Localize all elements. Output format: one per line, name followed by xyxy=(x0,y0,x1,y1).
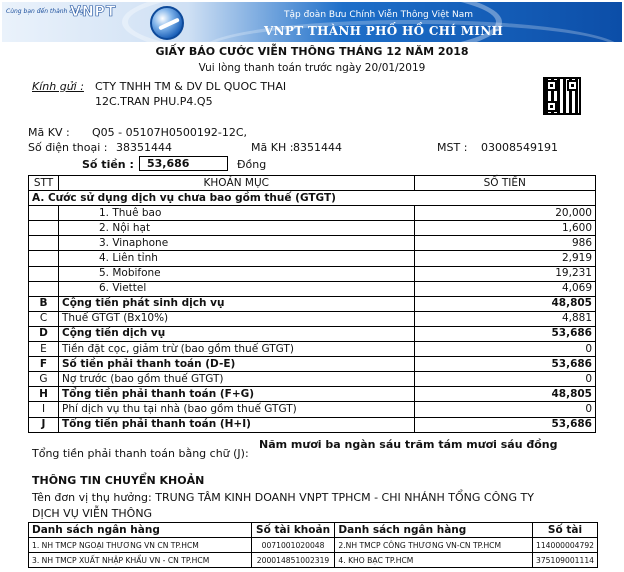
bank-list-header: Danh sách ngân hàng xyxy=(335,523,533,538)
service-amount: 2,919 xyxy=(414,251,595,266)
bank-header-row xyxy=(29,523,598,538)
summary-row-f: F Số tiền phải thanh toán (D-E) 53,686 xyxy=(29,357,596,372)
payment-deadline: Vui lòng thanh toán trước ngày 20/01/2019 xyxy=(198,62,426,74)
customer-address: 12C.TRAN PHU.P4.Q5 xyxy=(95,95,213,108)
qr-code-icon xyxy=(543,77,581,115)
summary-row-g: G Nợ trước (bao gồm thuế GTGT) 0 xyxy=(29,372,596,387)
section-a-row xyxy=(29,191,596,206)
bank-name: 4. KHO BẠC TP.HCM xyxy=(335,553,533,568)
service-label: 5. Mobifone xyxy=(58,266,414,281)
logo-tagline: Cùng bạn đến thành công xyxy=(6,8,84,15)
bank-name: 2.NH TMCP CÔNG THƯƠNG VN-CN TP.HCM xyxy=(335,538,533,553)
phone-label: Số điện thoại : xyxy=(28,141,108,154)
vnpt-logo-text: VNPT xyxy=(70,4,117,20)
service-label: 6. Viettel xyxy=(58,281,414,296)
header-amount: SỐ TIỀN xyxy=(414,176,595,191)
account-number: 114000004792 xyxy=(532,538,597,553)
bank-table xyxy=(28,522,598,568)
table-row xyxy=(29,538,598,553)
customer-id-label: Mã KH : xyxy=(251,141,294,154)
service-amount: 20,000 xyxy=(414,206,595,221)
service-label: 1. Thuê bao xyxy=(58,206,414,221)
account-number-header: Số tài xyxy=(532,523,597,538)
service-amount: 986 xyxy=(414,236,595,251)
amount-words-label: Tổng tiền phải thanh toán bằng chữ (J): xyxy=(32,447,249,460)
customer-name: CTY TNHH TM & DV DL QUOC THAI xyxy=(95,80,287,93)
summary-row-i: I Phí dịch vụ thu tại nhà (bao gồm thuế GTGT) 0 xyxy=(29,402,596,417)
bank-list-header: Danh sách ngân hàng xyxy=(29,523,252,538)
header-banner xyxy=(2,2,622,42)
document-title: GIẤY BÁO CƯỚC VIỄN THÔNG THÁNG 12 NĂM 2018 xyxy=(155,45,469,58)
group-name: Tập đoàn Bưu Chính Viễn Thông Việt Nam xyxy=(284,10,474,20)
to-label: Kính gửi : xyxy=(32,80,84,93)
account-number: 200014851002319 xyxy=(251,553,335,568)
transfer-title: THÔNG TIN CHUYỂN KHOẢN xyxy=(32,474,205,487)
table-row xyxy=(29,266,596,281)
kv-label: Mã KV : xyxy=(28,126,70,139)
summary-row-j: J Tổng tiền phải thanh toán (H+I) 53,686 xyxy=(29,417,596,432)
section-a-label: A. Cước sử dụng dịch vụ chưa bao gồm thuế (GTGT) xyxy=(29,191,596,206)
header-stt: STT xyxy=(29,176,59,191)
account-number: 375109001114 xyxy=(532,553,597,568)
table-row xyxy=(29,206,596,221)
account-number-header: Số tài khoản xyxy=(251,523,335,538)
service-label: 2. Nội hạt xyxy=(58,221,414,236)
service-label: 4. Liên tỉnh xyxy=(58,251,414,266)
customer-id-value: 8351444 xyxy=(293,141,342,154)
table-row xyxy=(29,553,598,568)
summary-row-b: B Cộng tiền phát sinh dịch vụ 48,805 xyxy=(29,296,596,311)
table-row xyxy=(29,251,596,266)
summary-row-h: H Tổng tiền phải thanh toán (F+G) 48,805 xyxy=(29,387,596,402)
currency-label: Đồng xyxy=(237,158,267,171)
service-amount: 4,069 xyxy=(414,281,595,296)
vnpt-globe-icon xyxy=(150,6,184,40)
bank-name: 3. NH TMCP XUẤT NHẬP KHẨU VN - CN TP.HCM xyxy=(29,553,252,568)
amount-words-value: Năm mươi ba ngàn sáu trăm tám mươi sáu đồng xyxy=(259,438,558,451)
table-header-row xyxy=(29,176,596,191)
beneficiary-line-2: DỊCH VỤ VIỄN THÔNG xyxy=(32,507,153,520)
summary-row-c: C Thuế GTGT (Bx10%) 4,881 xyxy=(29,311,596,326)
charges-table xyxy=(28,175,596,433)
table-row xyxy=(29,281,596,296)
kv-value: Q05 - 05107H0500192-12C, xyxy=(92,126,248,139)
header-item: KHOẢN MỤC xyxy=(58,176,414,191)
service-amount: 1,600 xyxy=(414,221,595,236)
service-label: 3. Vinaphone xyxy=(58,236,414,251)
summary-row-d: D Cộng tiền dịch vụ 53,686 xyxy=(29,326,596,341)
table-row xyxy=(29,236,596,251)
summary-row-e: E Tiền đặt cọc, giảm trừ (bao gồm thuế GTGT) 0 xyxy=(29,342,596,357)
phone-value: 38351444 xyxy=(116,141,172,154)
amount-label: Số tiền : xyxy=(82,158,134,171)
tax-code-label: MST : xyxy=(437,141,468,154)
table-row xyxy=(29,221,596,236)
service-amount: 19,231 xyxy=(414,266,595,281)
amount-value: 53,686 xyxy=(139,156,228,171)
unit-name: VNPT THÀNH PHỐ HỒ CHÍ MINH xyxy=(264,24,504,38)
account-number: 0071001020048 xyxy=(251,538,335,553)
tax-code-value: 03008549191 xyxy=(481,141,558,154)
bank-name: 1. NH TMCP NGOẠI THƯƠNG VN CN TP.HCM xyxy=(29,538,252,553)
beneficiary-line-1: Tên đơn vị thụ hưởng: TRUNG TÂM KINH DOANH VNPT TPHCM - CHI NHÁNH TỔNG CÔNG TY xyxy=(32,491,534,504)
